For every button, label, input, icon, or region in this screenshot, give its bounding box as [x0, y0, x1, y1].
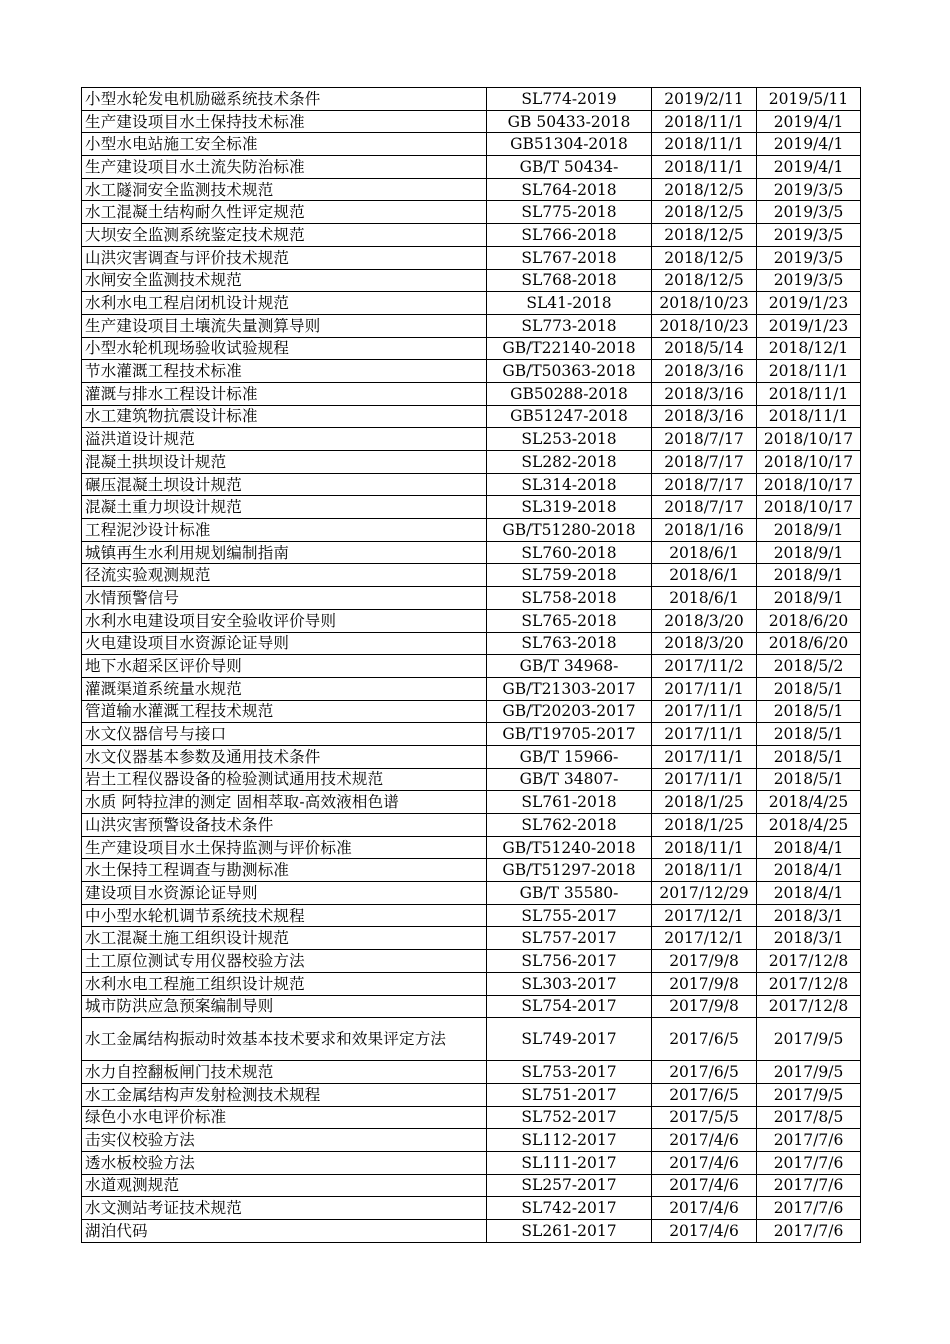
effective-date-cell: 2018/5/1 — [757, 700, 861, 723]
standard-name-cell: 水工混凝土施工组织设计规范 — [82, 927, 487, 950]
effective-date-cell: 2018/4/1 — [757, 859, 861, 882]
publish-date-cell: 2018/12/5 — [652, 224, 757, 247]
standard-name-cell: 工程泥沙设计标准 — [82, 519, 487, 542]
table-row — [82, 1018, 861, 1061]
standard-name-cell: 水情预警信号 — [82, 587, 487, 610]
table-row — [82, 745, 861, 768]
publish-date-cell: 2018/3/16 — [652, 360, 757, 383]
standard-name-cell: 小型水电站施工安全标准 — [82, 133, 487, 156]
effective-date-cell: 2018/6/20 — [757, 609, 861, 632]
standard-name-cell: 灌溉与排水工程设计标准 — [82, 382, 487, 405]
effective-date-cell: 2019/3/5 — [757, 269, 861, 292]
standard-code-cell: SL111-2017 — [487, 1151, 652, 1174]
effective-date-cell: 2019/1/23 — [757, 292, 861, 315]
publish-date-cell: 2017/4/6 — [652, 1151, 757, 1174]
standard-name-cell: 小型水轮机现场验收试验规程 — [82, 337, 487, 360]
publish-date-cell: 2018/7/17 — [652, 451, 757, 474]
standard-name-cell: 城市防洪应急预案编制导则 — [82, 995, 487, 1018]
standard-name-cell: 水文仪器基本参数及通用技术条件 — [82, 745, 487, 768]
standard-code-cell: SL760-2018 — [487, 541, 652, 564]
publish-date-cell: 2017/5/5 — [652, 1106, 757, 1129]
publish-date-cell: 2017/4/6 — [652, 1129, 757, 1152]
publish-date-cell: 2017/9/8 — [652, 950, 757, 973]
standard-code-cell: GB/T51240-2018 — [487, 836, 652, 859]
standard-code-cell: SL767-2018 — [487, 246, 652, 269]
standard-code-cell: GB/T 34968- — [487, 655, 652, 678]
standard-name-cell: 水工隧洞安全监测技术规范 — [82, 178, 487, 201]
standard-code-cell: SL755-2017 — [487, 904, 652, 927]
publish-date-cell: 2018/10/23 — [652, 314, 757, 337]
table-row — [82, 1129, 861, 1152]
table-row — [82, 677, 861, 700]
table-row — [82, 156, 861, 179]
publish-date-cell: 2017/11/1 — [652, 700, 757, 723]
table-row — [82, 292, 861, 315]
table-row — [82, 950, 861, 973]
effective-date-cell: 2018/4/1 — [757, 836, 861, 859]
table-row — [82, 428, 861, 451]
effective-date-cell: 2018/9/1 — [757, 564, 861, 587]
standard-code-cell: SL753-2017 — [487, 1061, 652, 1084]
standards-table-body — [82, 88, 861, 1243]
effective-date-cell: 2018/4/25 — [757, 791, 861, 814]
standard-name-cell: 溢洪道设计规范 — [82, 428, 487, 451]
table-row — [82, 927, 861, 950]
table-row — [82, 178, 861, 201]
publish-date-cell: 2018/11/1 — [652, 110, 757, 133]
standard-code-cell: GB/T 34807- — [487, 768, 652, 791]
standard-code-cell: SL754-2017 — [487, 995, 652, 1018]
standard-code-cell: GB/T 35580- — [487, 882, 652, 905]
publish-date-cell: 2018/1/25 — [652, 814, 757, 837]
table-row — [82, 1151, 861, 1174]
table-row — [82, 314, 861, 337]
publish-date-cell: 2018/12/5 — [652, 201, 757, 224]
effective-date-cell: 2018/10/17 — [757, 451, 861, 474]
standard-name-cell: 水利水电工程启闭机设计规范 — [82, 292, 487, 315]
effective-date-cell: 2017/9/5 — [757, 1061, 861, 1084]
standard-name-cell: 水质 阿特拉津的测定 固相萃取-高效液相色谱 — [82, 791, 487, 814]
effective-date-cell: 2018/5/1 — [757, 723, 861, 746]
table-row — [82, 904, 861, 927]
table-row — [82, 519, 861, 542]
standard-name-cell: 混凝土拱坝设计规范 — [82, 451, 487, 474]
publish-date-cell: 2017/12/1 — [652, 904, 757, 927]
publish-date-cell: 2018/3/16 — [652, 382, 757, 405]
standard-code-cell: SL761-2018 — [487, 791, 652, 814]
standard-code-cell: GB/T 15966- — [487, 745, 652, 768]
standard-code-cell: GB/T22140-2018 — [487, 337, 652, 360]
standard-code-cell: SL752-2017 — [487, 1106, 652, 1129]
standard-name-cell: 击实仪校验方法 — [82, 1129, 487, 1152]
publish-date-cell: 2018/3/20 — [652, 632, 757, 655]
standard-code-cell: GB/T51280-2018 — [487, 519, 652, 542]
table-row — [82, 337, 861, 360]
publish-date-cell: 2017/4/6 — [652, 1174, 757, 1197]
effective-date-cell: 2019/5/11 — [757, 88, 861, 111]
table-row — [82, 246, 861, 269]
standard-name-cell: 透水板校验方法 — [82, 1151, 487, 1174]
publish-date-cell: 2019/2/11 — [652, 88, 757, 111]
standard-name-cell: 管道输水灌溉工程技术规范 — [82, 700, 487, 723]
effective-date-cell: 2018/5/2 — [757, 655, 861, 678]
publish-date-cell: 2017/12/1 — [652, 927, 757, 950]
effective-date-cell: 2018/4/1 — [757, 882, 861, 905]
table-row — [82, 882, 861, 905]
standard-name-cell: 水利水电工程施工组织设计规范 — [82, 972, 487, 995]
standard-name-cell: 水工混凝土结构耐久性评定规范 — [82, 201, 487, 224]
publish-date-cell: 2018/11/1 — [652, 836, 757, 859]
standard-code-cell: SL774-2019 — [487, 88, 652, 111]
standard-code-cell: GB/T19705-2017 — [487, 723, 652, 746]
standard-code-cell: GB/T51297-2018 — [487, 859, 652, 882]
standard-code-cell: SL768-2018 — [487, 269, 652, 292]
effective-date-cell: 2017/12/8 — [757, 950, 861, 973]
effective-date-cell: 2017/9/5 — [757, 1018, 861, 1061]
publish-date-cell: 2018/12/5 — [652, 178, 757, 201]
table-row — [82, 587, 861, 610]
effective-date-cell: 2018/11/1 — [757, 405, 861, 428]
table-row — [82, 88, 861, 111]
table-row — [82, 496, 861, 519]
effective-date-cell: 2019/4/1 — [757, 156, 861, 179]
effective-date-cell: 2019/1/23 — [757, 314, 861, 337]
table-row — [82, 269, 861, 292]
effective-date-cell: 2019/4/1 — [757, 110, 861, 133]
table-row — [82, 768, 861, 791]
publish-date-cell: 2018/11/1 — [652, 859, 757, 882]
publish-date-cell: 2017/6/5 — [652, 1018, 757, 1061]
table-row — [82, 541, 861, 564]
standards-table — [81, 87, 861, 1243]
effective-date-cell: 2018/6/20 — [757, 632, 861, 655]
standard-name-cell: 生产建设项目土壤流失量测算导则 — [82, 314, 487, 337]
effective-date-cell: 2018/5/1 — [757, 677, 861, 700]
publish-date-cell: 2018/7/17 — [652, 496, 757, 519]
publish-date-cell: 2018/11/1 — [652, 156, 757, 179]
standard-name-cell: 径流实验观测规范 — [82, 564, 487, 587]
standard-code-cell: GB 50433-2018 — [487, 110, 652, 133]
table-row — [82, 1061, 861, 1084]
publish-date-cell: 2018/12/5 — [652, 246, 757, 269]
standard-name-cell: 水工金属结构声发射检测技术规程 — [82, 1083, 487, 1106]
standard-code-cell: GB51304-2018 — [487, 133, 652, 156]
table-row — [82, 1174, 861, 1197]
standard-name-cell: 水利水电建设项目安全验收评价导则 — [82, 609, 487, 632]
publish-date-cell: 2018/7/17 — [652, 473, 757, 496]
standard-name-cell: 中小型水轮机调节系统技术规程 — [82, 904, 487, 927]
standard-name-cell: 湖泊代码 — [82, 1220, 487, 1243]
standard-name-cell: 火电建设项目水资源论证导则 — [82, 632, 487, 655]
standard-code-cell: SL749-2017 — [487, 1018, 652, 1061]
standard-code-cell: SL257-2017 — [487, 1174, 652, 1197]
standard-code-cell: SL751-2017 — [487, 1083, 652, 1106]
standard-code-cell: SL759-2018 — [487, 564, 652, 587]
effective-date-cell: 2019/3/5 — [757, 246, 861, 269]
standard-name-cell: 水工建筑物抗震设计标准 — [82, 405, 487, 428]
standard-name-cell: 建设项目水资源论证导则 — [82, 882, 487, 905]
standard-code-cell: GB/T50363-2018 — [487, 360, 652, 383]
standard-name-cell: 城镇再生水利用规划编制指南 — [82, 541, 487, 564]
publish-date-cell: 2017/12/29 — [652, 882, 757, 905]
table-row — [82, 655, 861, 678]
standard-code-cell: SL762-2018 — [487, 814, 652, 837]
effective-date-cell: 2018/12/1 — [757, 337, 861, 360]
effective-date-cell: 2018/10/17 — [757, 496, 861, 519]
publish-date-cell: 2018/1/16 — [652, 519, 757, 542]
standard-name-cell: 水工金属结构振动时效基本技术要求和效果评定方法 — [82, 1018, 487, 1061]
standard-name-cell: 水道观测规范 — [82, 1174, 487, 1197]
standard-code-cell: GB51247-2018 — [487, 405, 652, 428]
standard-code-cell: SL261-2017 — [487, 1220, 652, 1243]
standard-code-cell: SL757-2017 — [487, 927, 652, 950]
table-row — [82, 224, 861, 247]
standard-code-cell: SL314-2018 — [487, 473, 652, 496]
effective-date-cell: 2018/5/1 — [757, 768, 861, 791]
table-row — [82, 609, 861, 632]
standard-name-cell: 地下水超采区评价导则 — [82, 655, 487, 678]
effective-date-cell: 2018/3/1 — [757, 904, 861, 927]
table-row — [82, 564, 861, 587]
standard-name-cell: 灌溉渠道系统量水规范 — [82, 677, 487, 700]
standard-name-cell: 水文测站考证技术规范 — [82, 1197, 487, 1220]
standard-name-cell: 小型水轮发电机励磁系统技术条件 — [82, 88, 487, 111]
standard-code-cell: SL253-2018 — [487, 428, 652, 451]
effective-date-cell: 2018/10/17 — [757, 428, 861, 451]
standard-name-cell: 生产建设项目水土保持技术标准 — [82, 110, 487, 133]
publish-date-cell: 2018/6/1 — [652, 564, 757, 587]
standard-code-cell: GB/T 50434- — [487, 156, 652, 179]
publish-date-cell: 2018/12/5 — [652, 269, 757, 292]
effective-date-cell: 2018/11/1 — [757, 382, 861, 405]
publish-date-cell: 2017/11/1 — [652, 768, 757, 791]
publish-date-cell: 2017/4/6 — [652, 1220, 757, 1243]
standard-code-cell: SL282-2018 — [487, 451, 652, 474]
table-row — [82, 382, 861, 405]
standard-name-cell: 碾压混凝土坝设计规范 — [82, 473, 487, 496]
table-row — [82, 110, 861, 133]
standard-code-cell: SL41-2018 — [487, 292, 652, 315]
standard-name-cell: 山洪灾害预警设备技术条件 — [82, 814, 487, 837]
standard-code-cell: SL758-2018 — [487, 587, 652, 610]
standard-code-cell: SL742-2017 — [487, 1197, 652, 1220]
standard-code-cell: SL763-2018 — [487, 632, 652, 655]
standard-code-cell: SL756-2017 — [487, 950, 652, 973]
standard-name-cell: 土工原位测试专用仪器校验方法 — [82, 950, 487, 973]
publish-date-cell: 2017/6/5 — [652, 1061, 757, 1084]
publish-date-cell: 2017/11/1 — [652, 677, 757, 700]
table-row — [82, 791, 861, 814]
table-row — [82, 632, 861, 655]
effective-date-cell: 2017/7/6 — [757, 1174, 861, 1197]
effective-date-cell: 2017/8/5 — [757, 1106, 861, 1129]
effective-date-cell: 2017/7/6 — [757, 1220, 861, 1243]
publish-date-cell: 2018/10/23 — [652, 292, 757, 315]
effective-date-cell: 2018/4/25 — [757, 814, 861, 837]
standard-name-cell: 岩土工程仪器设备的检验测试通用技术规范 — [82, 768, 487, 791]
standard-code-cell: SL303-2017 — [487, 972, 652, 995]
table-row — [82, 473, 861, 496]
effective-date-cell: 2017/12/8 — [757, 972, 861, 995]
table-row — [82, 1106, 861, 1129]
effective-date-cell: 2017/7/6 — [757, 1197, 861, 1220]
table-row — [82, 1083, 861, 1106]
effective-date-cell: 2017/7/6 — [757, 1151, 861, 1174]
publish-date-cell: 2018/6/1 — [652, 541, 757, 564]
standard-name-cell: 生产建设项目水土保持监测与评价标准 — [82, 836, 487, 859]
effective-date-cell: 2019/3/5 — [757, 201, 861, 224]
standard-name-cell: 水闸安全监测技术规范 — [82, 269, 487, 292]
standard-name-cell: 大坝安全监测系统鉴定技术规范 — [82, 224, 487, 247]
publish-date-cell: 2018/7/17 — [652, 428, 757, 451]
effective-date-cell: 2018/9/1 — [757, 587, 861, 610]
standard-code-cell: GB50288-2018 — [487, 382, 652, 405]
publish-date-cell: 2018/3/20 — [652, 609, 757, 632]
publish-date-cell: 2017/11/1 — [652, 723, 757, 746]
table-row — [82, 451, 861, 474]
table-row — [82, 1220, 861, 1243]
effective-date-cell: 2019/3/5 — [757, 178, 861, 201]
publish-date-cell: 2018/1/25 — [652, 791, 757, 814]
table-row — [82, 859, 861, 882]
publish-date-cell: 2017/11/2 — [652, 655, 757, 678]
standard-name-cell: 水文仪器信号与接口 — [82, 723, 487, 746]
standard-code-cell: GB/T21303-2017 — [487, 677, 652, 700]
effective-date-cell: 2018/9/1 — [757, 541, 861, 564]
standard-code-cell: SL764-2018 — [487, 178, 652, 201]
table-row — [82, 700, 861, 723]
publish-date-cell: 2018/11/1 — [652, 133, 757, 156]
standard-code-cell: SL112-2017 — [487, 1129, 652, 1152]
effective-date-cell: 2017/12/8 — [757, 995, 861, 1018]
effective-date-cell: 2018/3/1 — [757, 927, 861, 950]
table-row — [82, 972, 861, 995]
standard-name-cell: 节水灌溉工程技术标准 — [82, 360, 487, 383]
table-row — [82, 836, 861, 859]
standard-name-cell: 生产建设项目水土流失防治标准 — [82, 156, 487, 179]
table-row — [82, 995, 861, 1018]
publish-date-cell: 2017/11/1 — [652, 745, 757, 768]
effective-date-cell: 2019/3/5 — [757, 224, 861, 247]
effective-date-cell: 2018/9/1 — [757, 519, 861, 542]
standard-name-cell: 山洪灾害调查与评价技术规范 — [82, 246, 487, 269]
standard-name-cell: 水力自控翻板闸门技术规范 — [82, 1061, 487, 1084]
effective-date-cell: 2018/10/17 — [757, 473, 861, 496]
table-row — [82, 201, 861, 224]
standard-code-cell: SL765-2018 — [487, 609, 652, 632]
table-row — [82, 405, 861, 428]
standard-code-cell: SL773-2018 — [487, 314, 652, 337]
effective-date-cell: 2019/4/1 — [757, 133, 861, 156]
table-row — [82, 133, 861, 156]
standard-name-cell: 混凝土重力坝设计规范 — [82, 496, 487, 519]
standard-code-cell: SL766-2018 — [487, 224, 652, 247]
effective-date-cell: 2018/11/1 — [757, 360, 861, 383]
effective-date-cell: 2017/9/5 — [757, 1083, 861, 1106]
standard-code-cell: SL319-2018 — [487, 496, 652, 519]
standard-name-cell: 绿色小水电评价标准 — [82, 1106, 487, 1129]
standard-code-cell: GB/T20203-2017 — [487, 700, 652, 723]
publish-date-cell: 2017/4/6 — [652, 1197, 757, 1220]
publish-date-cell: 2018/5/14 — [652, 337, 757, 360]
standard-code-cell: SL775-2018 — [487, 201, 652, 224]
publish-date-cell: 2017/9/8 — [652, 995, 757, 1018]
publish-date-cell: 2017/9/8 — [652, 972, 757, 995]
standard-name-cell: 水土保持工程调查与勘测标准 — [82, 859, 487, 882]
table-row — [82, 723, 861, 746]
table-row — [82, 360, 861, 383]
effective-date-cell: 2017/7/6 — [757, 1129, 861, 1152]
publish-date-cell: 2017/6/5 — [652, 1083, 757, 1106]
effective-date-cell: 2018/5/1 — [757, 745, 861, 768]
publish-date-cell: 2018/6/1 — [652, 587, 757, 610]
table-row — [82, 1197, 861, 1220]
table-row — [82, 814, 861, 837]
publish-date-cell: 2018/3/16 — [652, 405, 757, 428]
